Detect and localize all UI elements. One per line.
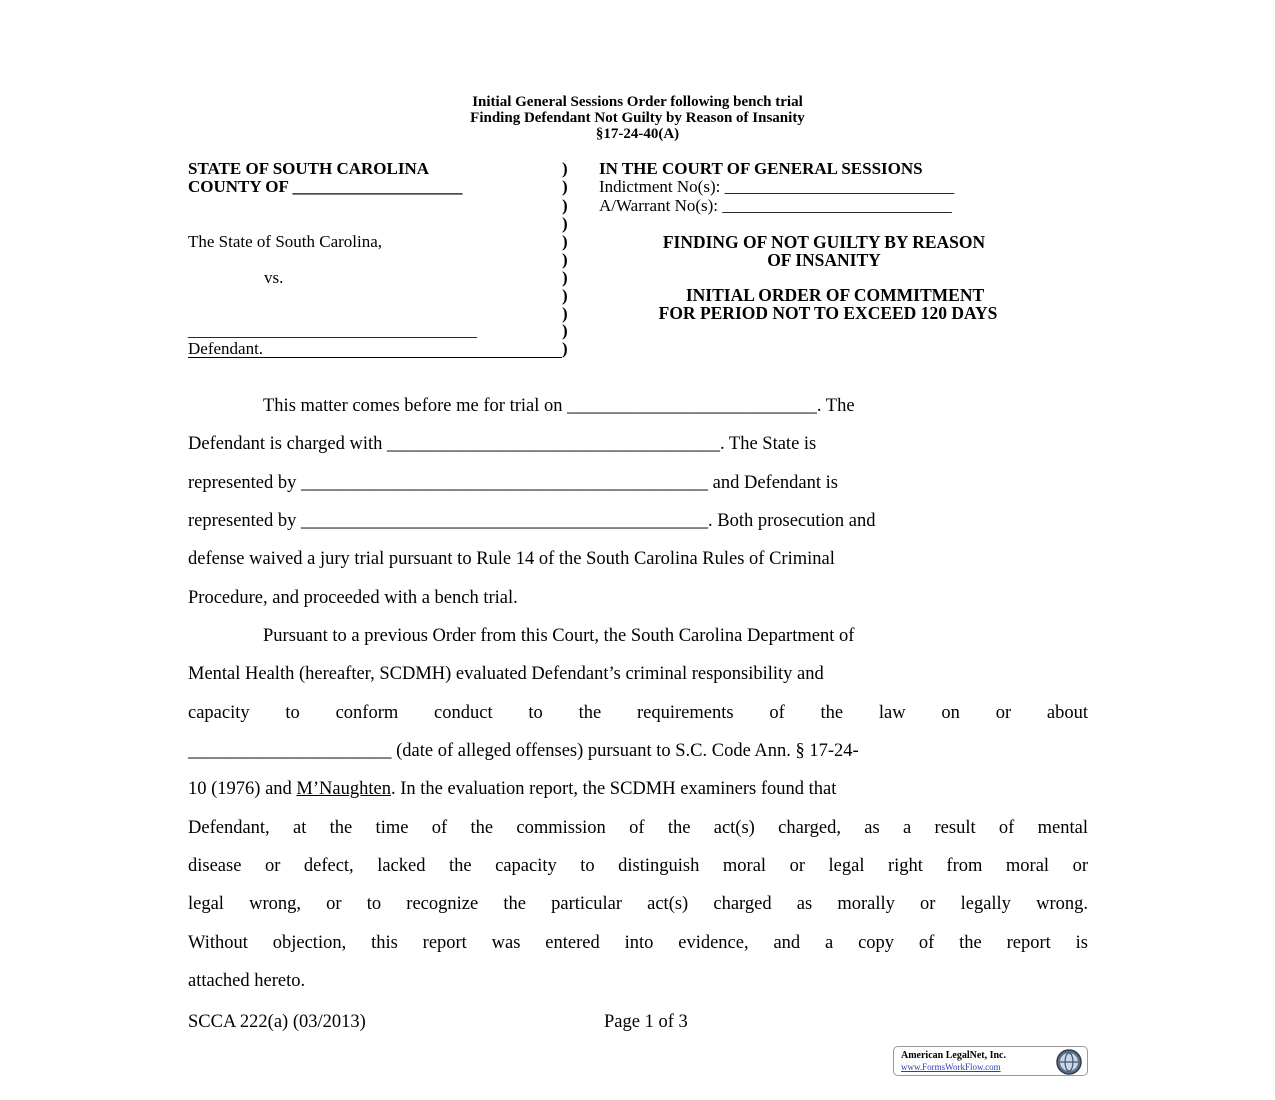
form-title-line-2: Finding Defendant Not Guilty by Reason of Insanity [470,110,805,126]
body-line [188,779,1088,799]
body-line: disease or defect, lacked the capacity to distinguish moral or legal right from moral or [188,856,1088,876]
caption-paren: ) [562,214,568,233]
caption-paren: ) [562,286,568,305]
body-line: Without objection, this report was entered into evidence, and a copy of the report is [188,933,1088,953]
body-line: represented by ____________________________________________ and Defendant is [188,473,838,493]
body-line: ______________________ (date of alleged offenses) pursuant to S.C. Code Ann. § 17-24- [188,741,859,761]
form-id: SCCA 222(a) (03/2013) [188,1012,366,1032]
body-line: Defendant, at the time of the commission of the act(s) charged, as a result of mental [188,818,1088,838]
form-title-line-1: Initial General Sessions Order following bench trial [472,94,803,110]
caption-paren: ) [562,321,568,340]
badge-url-link[interactable]: www.FormsWorkFlow.com [901,1062,1001,1072]
body-line: attached hereto. [188,971,306,991]
badge-company: American LegalNet, Inc. [901,1050,1006,1061]
body-line: This matter comes before me for trial on ___________________________. The [263,396,855,416]
caption-paren: ) [562,304,568,323]
body-text: . In the evaluation report, the SCDMH examiners found that [390,779,837,799]
body-line: capacity to conform conduct to the requirements of the law on or about [188,703,1088,723]
case-citation: M’Naughten [296,779,391,799]
caption-state: STATE OF SOUTH CAROLINA [188,159,430,178]
order-title-line-2: FOR PERIOD NOT TO EXCEED 120 DAYS [658,303,998,323]
body-line: Pursuant to a previous Order from this Court, the South Carolina Department of [263,626,855,646]
order-title-line-1: INITIAL ORDER OF COMMITMENT [685,285,985,305]
finding-title-line-2: OF INSANITY [767,250,881,270]
warrant-number-field: A/Warrant No(s): ___________________________ [599,196,952,215]
caption-defendant-blank: __________________________________ [188,321,477,340]
body-line: Mental Health (hereafter, SCDMH) evaluated Defendant’s criminal responsibility and [188,664,824,684]
body-line: Defendant is charged with ____________________________________. The State is [188,434,817,454]
caption-vs: vs. [264,268,284,287]
caption-county: COUNTY OF ____________________ [188,177,463,196]
caption-paren: ) [562,159,568,178]
caption-paren: ) [562,196,568,215]
caption-paren: ) [562,232,568,251]
body-line: legal wrong, or to recognize the particular act(s) charged as morally or legally wrong. [188,894,1088,914]
form-title-statute: §17-24-40(A) [595,126,680,142]
caption-defendant-label: Defendant. [188,340,562,358]
caption-paren: ) [562,177,568,196]
page-number: Page 1 of 3 [604,1012,688,1032]
globe-icon [1054,1048,1084,1076]
body-line: Procedure, and proceeded with a bench trial. [188,588,518,608]
indictment-number-field: Indictment No(s): ___________________________ [599,177,955,196]
caption-plaintiff: The State of South Carolina, [188,232,383,251]
body-line: represented by ____________________________________________. Both prosecution and [188,511,876,531]
court-name: IN THE COURT OF GENERAL SESSIONS [599,159,923,178]
caption-paren: ) [562,250,568,269]
caption-paren: ) [562,268,568,287]
finding-title-line-1: FINDING OF NOT GUILTY BY REASON [662,232,986,252]
caption-paren: ) [562,339,568,358]
body-line: defense waived a jury trial pursuant to Rule 14 of the South Carolina Rules of Criminal [188,549,835,569]
body-text: 10 (1976) and [188,779,292,799]
legalnet-badge[interactable] [893,1046,1088,1076]
